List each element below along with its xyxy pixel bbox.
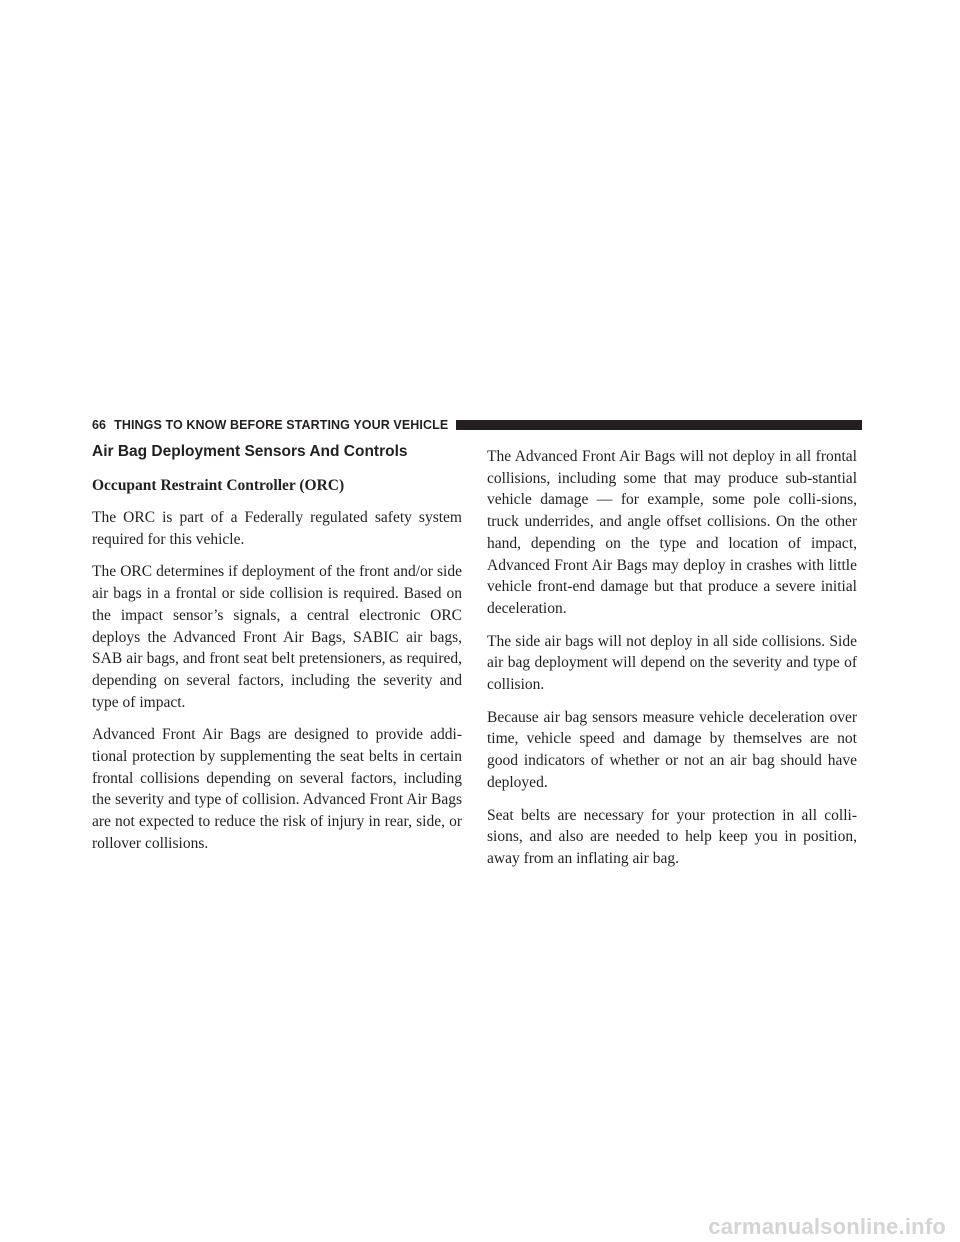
right-column bbox=[487, 446, 857, 881]
section-heading: Air Bag Deployment Sensors And Controls bbox=[92, 443, 408, 460]
watermark: carmanualsonline.info bbox=[708, 1214, 946, 1239]
section-title: THINGS TO KNOW BEFORE STARTING YOUR VEHICLE bbox=[114, 418, 449, 432]
running-header bbox=[92, 416, 862, 434]
paragraph: The ORC is part of a Federally regulated safety system required for this vehicle. bbox=[92, 509, 462, 548]
paragraph: The Advanced Front Air Bags will not deploy in all frontal collisions, including some that may produce sub-stantial vehicle damage — for example, some pole colli-sions, truck underrides, and angle offset collisions. On the other hand, depending on the type and location of impact, Advanced Front Air Bags may deploy in crashes with little vehicle front-end damage but that produce a severe initial deceleration. bbox=[487, 448, 857, 617]
left-column bbox=[92, 442, 462, 866]
paragraph: Advanced Front Air Bags are designed to provide addi-tional protection by supplementing the seat belts in certain frontal collisions depending on several factors, including the severity and type of collision. Advanced Front Air Bags are not expected to reduce the risk of injury in rear, side, or rollover collisions. bbox=[92, 726, 462, 852]
subheading: Occupant Restraint Controller (ORC) bbox=[92, 477, 345, 494]
paragraph: The side air bags will not deploy in all side collisions. Side air bag deployment will depend on the severity and type of collision. bbox=[487, 632, 857, 694]
page-number: 66 bbox=[92, 418, 107, 432]
paragraph: Seat belts are necessary for your protection in all colli-sions, and also are needed to help keep you in position, away from an inflating air bag. bbox=[487, 806, 857, 867]
paragraph: The ORC determines if deployment of the front and/or side air bags in a frontal or side collision is required. Based on the impact sensor’s signals, a central electronic ORC deploys the Advanced Front Air Bags, SABIC air bags, SAB air bags, and front seat belt pretensioners, as required, depending on several factors, including the severity and type of impact. bbox=[92, 563, 462, 711]
paragraph: Because air bag sensors measure vehicle deceleration over time, vehicle speed and damage by themselves are not good indicators of whether or not an air bag should have deployed. bbox=[487, 708, 857, 791]
header-rule bbox=[456, 420, 862, 430]
